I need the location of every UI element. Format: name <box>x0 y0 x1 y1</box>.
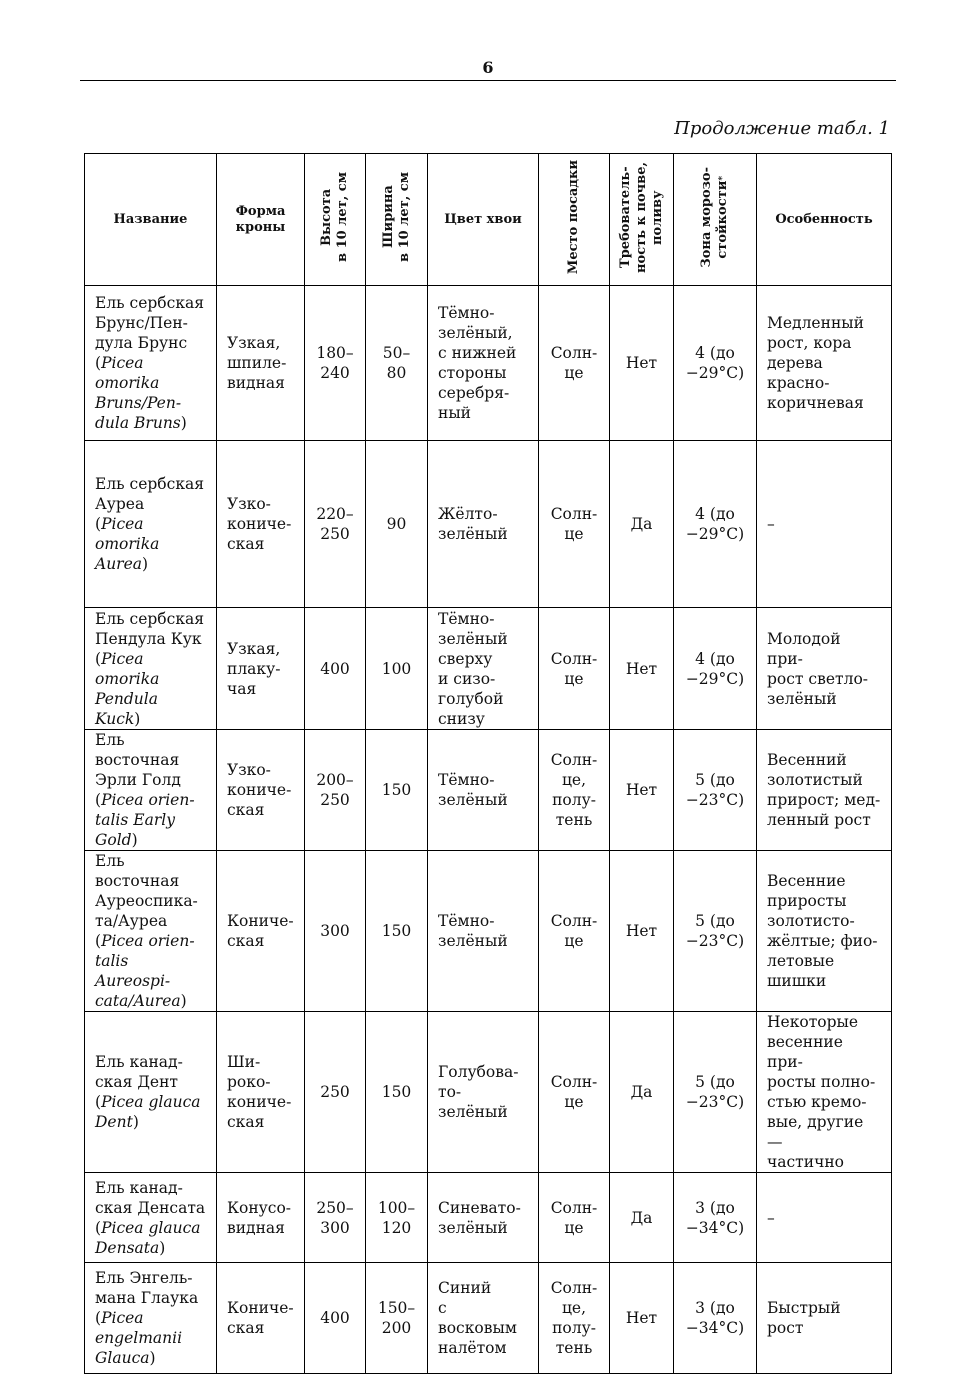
cell-name <box>85 851 217 1012</box>
page-number: 6 <box>482 58 494 77</box>
cell-name-ru: Ель сербская Пендула Кук <box>95 609 205 648</box>
cell-site: Солн- це <box>539 1173 610 1263</box>
cell-name <box>85 608 217 730</box>
cell-name <box>85 1263 217 1374</box>
cell-needle-color: Синий с восковым налётом <box>428 1263 539 1374</box>
cell-name <box>85 441 217 608</box>
cell-site: Солн- це <box>539 1012 610 1173</box>
cell-feature: Весенние приросты золотисто- жёлтые; фио- летовые шишки <box>757 851 892 1012</box>
cell-feature: Весенний золотистый прирост; мед- ленный рост <box>757 730 892 851</box>
cell-name-lat: (Picea engelmanii Glauca) <box>95 1309 183 1367</box>
cell-crown: Узкая, плаку- чая <box>217 608 305 730</box>
cell-name <box>85 1012 217 1173</box>
cell-feature: – <box>757 1173 892 1263</box>
cell-crown: Узко- кониче- ская <box>217 441 305 608</box>
cell-zone: 3 (до −34°С) <box>674 1263 757 1374</box>
cell-name-ru: Ель канад- ская Дент <box>95 1053 183 1091</box>
header-feature: Особенность <box>757 154 892 286</box>
cell-name-lat: (Picea glauca Densata) <box>95 1218 201 1257</box>
latin-name: Picea omorika Pendula Kuck <box>95 649 160 728</box>
cell-zone: 4 (до −29°С) <box>674 441 757 608</box>
latin-name: Picea orien- talis Early Gold <box>95 791 195 849</box>
cell-name-lat: (Picea glauca Dent) <box>95 1093 201 1131</box>
header-name: Название <box>85 154 217 286</box>
cell-name-lat: (Picea omorika Pendula Kuck) <box>95 649 160 728</box>
table-row <box>85 1263 892 1374</box>
header-height: Высота в 10 лет, см <box>305 154 366 286</box>
cell-feature: Медленный рост, кора дерева красно- коричневая <box>757 286 892 441</box>
cell-zone: 5 (до −23°С) <box>674 1012 757 1173</box>
cell-zone: 5 (до −23°С) <box>674 851 757 1012</box>
cell-width: 50– 80 <box>366 286 428 441</box>
cell-name-lat: (Picea omorika Aurea) <box>95 515 160 573</box>
cell-name-ru: Ель сербская Ауреа <box>95 475 205 513</box>
cell-name-ru: Ель Энгель- мана Глаука <box>95 1269 199 1307</box>
cell-site: Солн- це <box>539 286 610 441</box>
cell-height: 400 <box>305 608 366 730</box>
cell-site: Солн- це, полу- тень <box>539 1263 610 1374</box>
table-row <box>85 1012 892 1173</box>
table-row <box>85 730 892 851</box>
conifer-table <box>84 153 892 1374</box>
table-row <box>85 1173 892 1263</box>
cell-requirements: Нет <box>610 851 674 1012</box>
cell-zone: 5 (до −23°С) <box>674 730 757 851</box>
table-continuation-caption: Продолжение табл. 1 <box>674 118 890 139</box>
cell-needle-color: Тёмно- зелёный сверху и сизо- голубой снизу <box>428 608 539 730</box>
cell-feature: Быстрый рост <box>757 1263 892 1374</box>
table-row <box>85 286 892 441</box>
header-needle-color: Цвет хвои <box>428 154 539 286</box>
table-row <box>85 851 892 1012</box>
table-header-row <box>85 154 892 286</box>
cell-zone: 4 (до −29°С) <box>674 608 757 730</box>
cell-crown: Узкая, шпиле- видная <box>217 286 305 441</box>
cell-width: 90 <box>366 441 428 608</box>
header-rule <box>80 80 896 81</box>
cell-name-lat: (Picea orien- talis Aureospi- cata/Aurea) <box>95 932 195 1010</box>
cell-height: 400 <box>305 1263 366 1374</box>
cell-width: 150– 200 <box>366 1263 428 1374</box>
cell-name-ru: Ель восточная Эрли Голд <box>95 731 181 789</box>
cell-name-lat: (Picea orien- talis Early Gold) <box>95 791 195 849</box>
cell-needle-color: Жёлто- зелёный <box>428 441 539 608</box>
cell-height: 250 <box>305 1012 366 1173</box>
cell-height: 250– 300 <box>305 1173 366 1263</box>
cell-requirements: Нет <box>610 1263 674 1374</box>
cell-width: 150 <box>366 1012 428 1173</box>
cell-zone: 3 (до −34°С) <box>674 1173 757 1263</box>
cell-needle-color: Тёмно- зелёный, с нижней стороны серебря- ный <box>428 286 539 441</box>
cell-requirements: Нет <box>610 730 674 851</box>
cell-name-ru: Ель восточная Ауреоспика- та/Ауреа <box>95 852 198 930</box>
cell-needle-color: Голубова- то-зелёный <box>428 1012 539 1173</box>
table-row <box>85 441 892 608</box>
cell-needle-color: Синевато- зелёный <box>428 1173 539 1263</box>
cell-requirements: Да <box>610 1012 674 1173</box>
cell-height: 300 <box>305 851 366 1012</box>
latin-name: Picea omorika Bruns/Pen- dula Bruns <box>95 354 182 432</box>
cell-crown: Кониче- ская <box>217 851 305 1012</box>
cell-site: Солн- це <box>539 851 610 1012</box>
latin-name: Picea glauca Dent <box>95 1093 201 1131</box>
cell-site: Солн- це <box>539 608 610 730</box>
cell-feature: Некоторые весенние при- росты полно- стью кремо- вые, другие — частично <box>757 1012 892 1173</box>
cell-feature: – <box>757 441 892 608</box>
cell-name-ru: Ель сербская Брунс/Пен- дула Брунс <box>95 294 205 352</box>
cell-requirements: Да <box>610 1173 674 1263</box>
header-site: Место посадки <box>539 154 610 286</box>
cell-width: 150 <box>366 730 428 851</box>
cell-name <box>85 286 217 441</box>
header-crown: Форма кроны <box>217 154 305 286</box>
cell-name-lat: (Picea omorika Bruns/Pen- dula Bruns) <box>95 354 187 432</box>
cell-site: Солн- це <box>539 441 610 608</box>
cell-needle-color: Тёмно- зелёный <box>428 730 539 851</box>
cell-width: 100– 120 <box>366 1173 428 1263</box>
cell-crown: Кониче- ская <box>217 1263 305 1374</box>
header-zone: Зона морозо- стойкости* <box>674 154 757 286</box>
latin-name: Picea omorika Aurea <box>95 515 160 573</box>
cell-width: 150 <box>366 851 428 1012</box>
cell-needle-color: Тёмно- зелёный <box>428 851 539 1012</box>
cell-requirements: Нет <box>610 608 674 730</box>
cell-zone: 4 (до −29°С) <box>674 286 757 441</box>
table-row <box>85 608 892 730</box>
cell-name <box>85 730 217 851</box>
cell-height: 220– 250 <box>305 441 366 608</box>
header-requirements: Требователь- ность к почве, поливу <box>610 154 674 286</box>
cell-height: 200– 250 <box>305 730 366 851</box>
cell-requirements: Нет <box>610 286 674 441</box>
cell-crown: Узко- кониче- ская <box>217 730 305 851</box>
cell-name-ru: Ель канад- ская Денсата <box>95 1178 206 1217</box>
latin-name: Picea orien- talis Aureospi- cata/Aurea <box>95 932 195 1010</box>
header-width: Ширина в 10 лет, см <box>366 154 428 286</box>
cell-crown: Ши- роко- кониче- ская <box>217 1012 305 1173</box>
latin-name: Picea engelmanii Glauca <box>95 1309 183 1367</box>
cell-crown: Конусо- видная <box>217 1173 305 1263</box>
cell-site: Солн- це, полу- тень <box>539 730 610 851</box>
cell-name <box>85 1173 217 1263</box>
latin-name: Picea glauca Densata <box>95 1218 201 1257</box>
cell-feature: Молодой при- рост светло- зелёный <box>757 608 892 730</box>
cell-width: 100 <box>366 608 428 730</box>
cell-height: 180– 240 <box>305 286 366 441</box>
cell-requirements: Да <box>610 441 674 608</box>
